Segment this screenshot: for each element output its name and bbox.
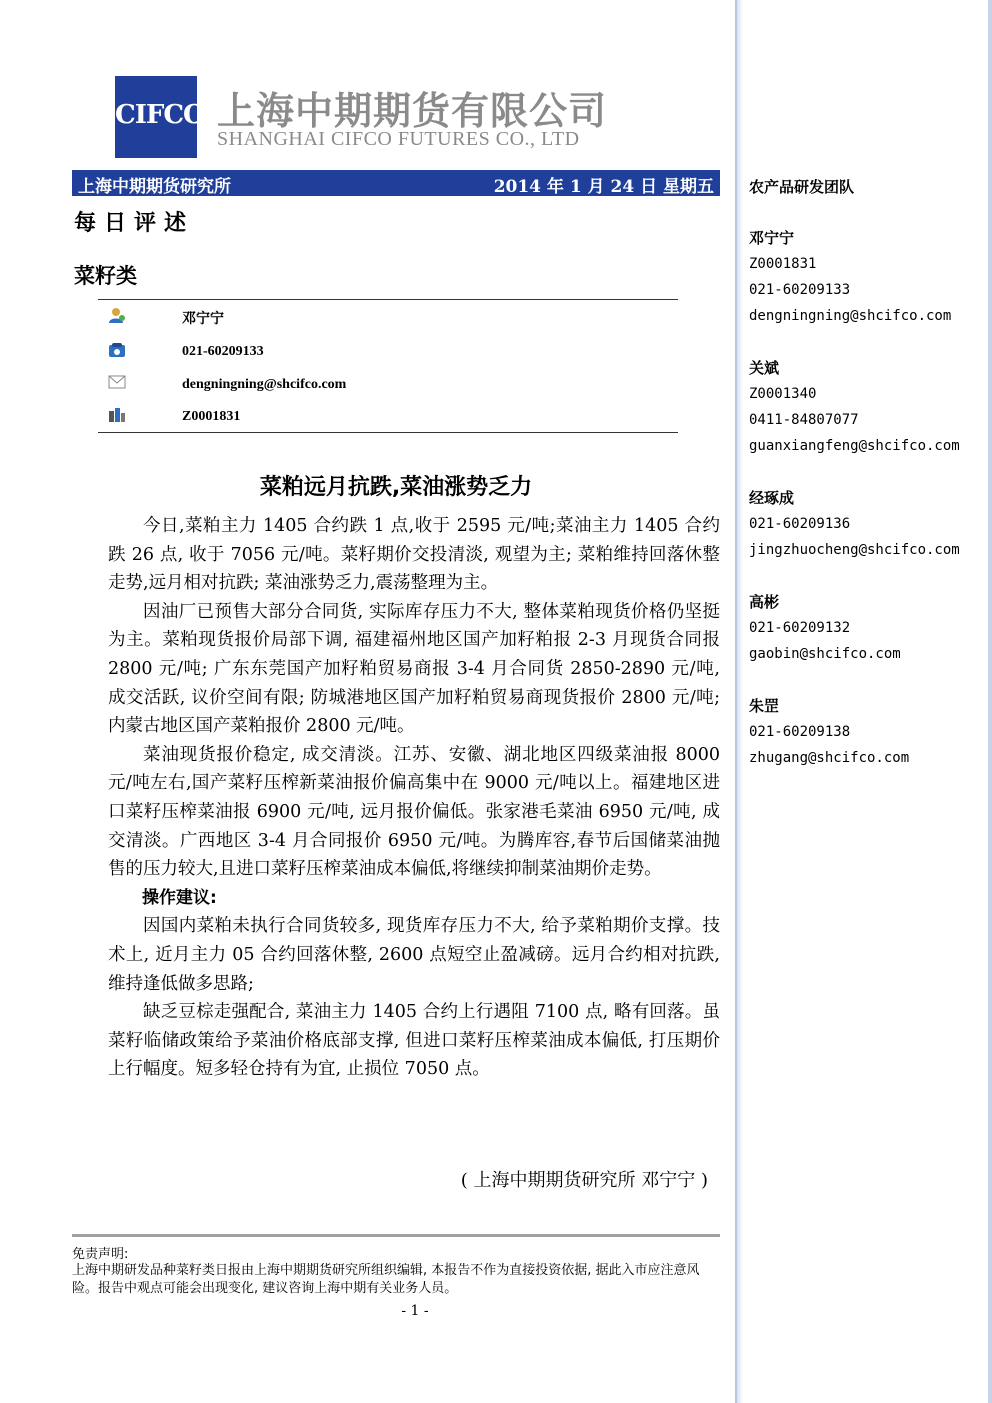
category-title: 菜籽类 — [74, 263, 137, 288]
member-name: 高彬 — [749, 593, 780, 611]
person-icon — [108, 306, 128, 324]
company-name-cn: 上海中期期货有限公司 — [217, 89, 608, 133]
member-email: guanxiangfeng@shcifco.com — [749, 438, 960, 454]
report-title: 菜粕远月抗跌,菜油涨势乏力 — [259, 475, 533, 500]
header-banner — [72, 170, 720, 196]
member-phone: 021-60209132 — [749, 620, 851, 636]
team-member — [749, 485, 989, 563]
advice-paragraph: 缺乏豆棕走强配合, 菜油主力 1405 合约上行遇阻 7100 点, 略有回落。虽菜籽临储政策给予菜油价格底部支撑, 但进口菜籽压榨菜油成本偏低, 打压期价上行幅度。短多轻仓持有为宜, 止损位 7050 点。 — [108, 1002, 720, 1080]
signature: ( 上海中期期货研究所 邓宁宁 ) — [460, 1170, 708, 1191]
team-member — [749, 225, 989, 329]
footer-rule — [72, 1234, 720, 1237]
member-name: 经琢成 — [749, 489, 795, 507]
contact-phone-row — [98, 342, 678, 370]
contact-license: Z0001831 — [182, 409, 241, 424]
company-name-en: SHANGHAI CIFCO FUTURES CO., LTD — [217, 128, 580, 150]
member-email: gaobin@shcifco.com — [749, 646, 901, 662]
building-icon — [108, 407, 128, 425]
advice-paragraph: 因国内菜粕未执行合同货较多, 现货库存压力不大, 给予菜粕期价支撑。技术上, 近月主力 05 合约回落休整, 2600 点短空止盈减磅。远月合约相对抗跌, 维持逢低做多思路; — [108, 916, 720, 994]
team-sidebar — [735, 0, 992, 1403]
page-number: - 1 - — [401, 1303, 429, 1319]
team-member — [749, 355, 989, 459]
member-phone: 0411-84807077 — [749, 412, 859, 428]
member-phone: 021-60209138 — [749, 724, 851, 740]
disclaimer-text: 上海中期研发品种菜籽类日报由上海中期期货研究所组织编辑, 本报告不作为直接投资依据, 据此入市应注意风险。报告中观点可能会出现变化, 建议咨询上海中期有关业务人员。 — [72, 1263, 700, 1296]
member-phone: 021-60209136 — [749, 516, 851, 532]
contact-phone: 021-60209133 — [182, 344, 264, 359]
body-paragraph: 今日,菜粕主力 1405 合约跌 1 点,收于 2595 元/吨;菜油主力 1405 合约跌 26 点, 收于 7056 元/吨。菜籽期价交投清淡, 观望为主; 菜粕维持回落休整走势,远月相对抗跌; 菜油涨势乏力,震荡整理为主。 — [108, 516, 720, 594]
company-logo — [115, 76, 205, 158]
advice-heading: 操作建议: — [142, 887, 217, 908]
contact-email: dengningning@shcifco.com — [182, 377, 347, 392]
team-member — [749, 589, 989, 667]
disclaimer-label: 免责声明: — [72, 1247, 129, 1262]
phone-icon — [108, 342, 128, 360]
report-date: 2014 年 1 月 24 日 星期五 — [493, 177, 714, 197]
member-email: zhugang@shcifco.com — [749, 750, 910, 766]
contact-top-rule — [98, 299, 678, 300]
contact-name-row — [98, 306, 678, 334]
contact-email-row — [98, 375, 678, 403]
report-body — [108, 512, 720, 1084]
contact-bottom-rule — [98, 432, 678, 433]
member-license: Z0001831 — [749, 256, 817, 272]
member-name: 邓宁宁 — [749, 229, 795, 247]
member-email: jingzhuocheng@shcifco.com — [749, 542, 960, 558]
logo-text: CIFCO — [115, 100, 205, 130]
contact-name: 邓宁宁 — [182, 312, 224, 327]
member-email: dengningning@shcifco.com — [749, 308, 952, 324]
member-license: Z0001340 — [749, 386, 817, 402]
envelope-icon — [108, 375, 128, 393]
contact-license-row — [98, 407, 678, 435]
team-member — [749, 693, 989, 771]
body-paragraph: 菜油现货报价稳定, 成交清淡。江苏、安徽、湖北地区四级菜油报 8000 元/吨左右,国产菜籽压榨新菜油报价偏高集中在 9000 元/吨以上。福建地区进口菜籽压榨菜油报 6900 元/吨, 远月报价偏低。张家港毛菜油 6950 元/吨, 成交清淡。广西地区 3-4 月合同报价 6950 元/吨。为腾库容,春节后国储菜油抛售的压力较大,且进口菜籽压榨菜油成本偏低,将继续抑制菜油期价走势。 — [108, 744, 720, 880]
institute-name: 上海中期期货研究所 — [78, 177, 231, 197]
body-paragraph: 因油厂已预售大部分合同货, 实际库存压力不大, 整体菜粕现货价格仍坚挺为主。菜粕现货报价局部下调, 福建福州地区国产加籽粕报 2-3 月现货合同报 2800 元/吨; 广东东莞国产加籽粕贸易商报 3-4 月合同货 2850-2890 元/吨, 成交活跃, 议价空间有限; 防城港地区国产加籽粕贸易商现货报价 2800 元/吨; 内蒙古地区国产菜粕报价 2800 元/吨。 — [108, 601, 720, 737]
member-name: 朱罡 — [749, 697, 780, 715]
team-title: 农产品研发团队 — [749, 178, 855, 196]
section-title: 每日评述 — [74, 210, 195, 236]
member-phone: 021-60209133 — [749, 282, 851, 298]
member-name: 关斌 — [749, 359, 780, 377]
